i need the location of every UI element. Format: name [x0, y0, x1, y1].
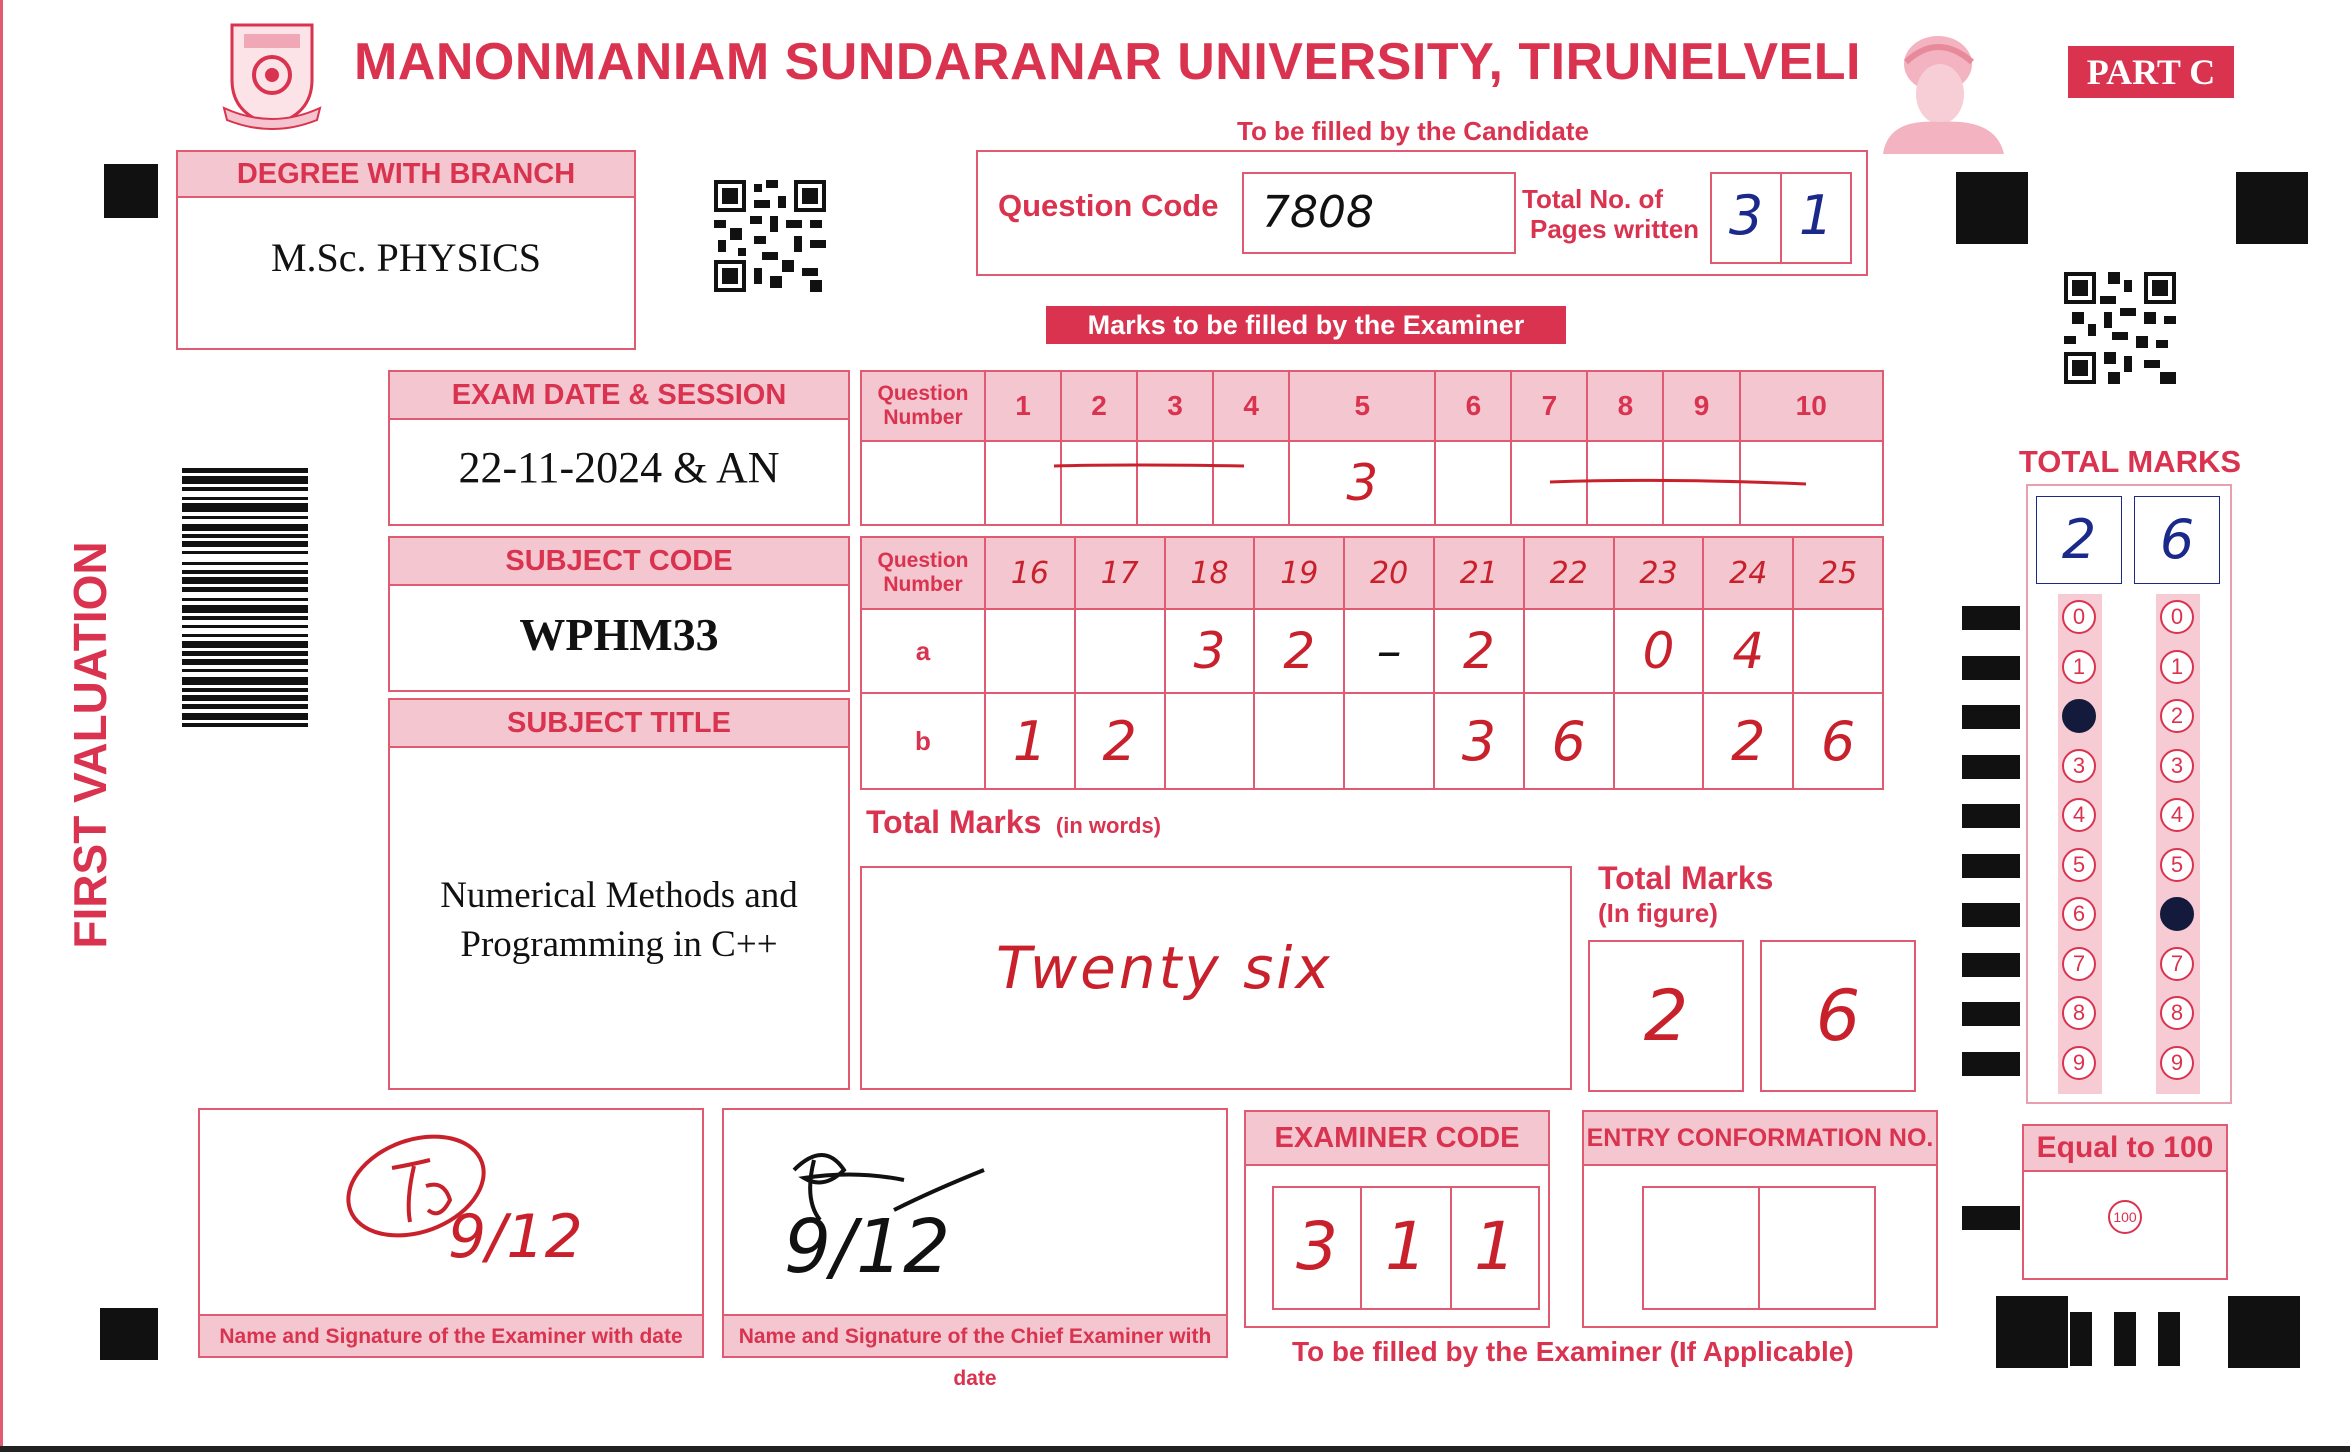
- exam-date-value: 22-11-2024 & AN: [458, 443, 780, 492]
- left-border: [0, 0, 3, 1452]
- mark-cell: 3: [1434, 693, 1524, 789]
- qnum-cell: 21: [1434, 537, 1524, 609]
- question-number-header: Question Number: [861, 371, 985, 441]
- part-label: PART C: [2068, 46, 2234, 98]
- timing-mark: [1962, 1206, 2020, 1230]
- strike-lines: [860, 440, 1884, 524]
- mark-cell: [1165, 693, 1255, 789]
- registration-mark: [104, 164, 158, 218]
- total-figure-digit-box: [1760, 940, 1916, 1092]
- qnum-cell: 6: [1435, 371, 1511, 441]
- degree-label: DEGREE WITH BRANCH: [178, 152, 634, 198]
- founder-portrait: [1878, 22, 2008, 154]
- chief-signature-date: 9/12: [784, 1204, 951, 1290]
- total-marks-digit: 2: [2061, 508, 2097, 571]
- timing-mark: [1962, 804, 2020, 828]
- total-words-label: [866, 804, 1161, 841]
- degree-value: M.Sc. PHYSICS: [270, 235, 542, 280]
- qr-code: [2064, 272, 2176, 384]
- mark-cell: 0: [1614, 609, 1704, 693]
- examiner-signature-date: 9/12: [448, 1202, 583, 1272]
- exam-date-label: EXAM DATE & SESSION: [390, 372, 848, 420]
- score-bubble[interactable]: 6: [2062, 897, 2096, 931]
- mark-cell: [985, 609, 1075, 693]
- qnum-cell: 22: [1524, 537, 1614, 609]
- score-bubble[interactable]: 9: [2160, 1046, 2194, 1080]
- subject-title-line1: Numerical Methods and: [440, 875, 798, 916]
- mark-cell: [1614, 693, 1704, 789]
- total-marks-panel-label: TOTAL MARKS: [2018, 444, 2242, 479]
- total-marks-digit-box: [2134, 496, 2220, 584]
- degree-box: [176, 150, 636, 350]
- qnum-cell: 1: [985, 371, 1061, 441]
- part-b-marks-table: [860, 536, 1884, 790]
- timing-mark: [1962, 1052, 2020, 1076]
- score-bubble[interactable]: 9: [2062, 1046, 2096, 1080]
- qnum-cell: 7: [1511, 371, 1587, 441]
- qnum-cell: 18: [1165, 537, 1255, 609]
- score-bubble[interactable]: 5: [2160, 848, 2194, 882]
- qnum-cell: 20: [1344, 537, 1434, 609]
- timing-mark: [1962, 755, 2020, 779]
- footer-note: To be filled by the Examiner (If Applicable): [1292, 1336, 1854, 1367]
- pages-label-line1: Total No. of: [1522, 184, 1664, 214]
- mark-cell: 2: [1703, 693, 1793, 789]
- mark-cell: 6: [1524, 693, 1614, 789]
- mark-cell: 2: [1075, 693, 1165, 789]
- entry-conformation-label: ENTRY CONFORMATION NO.: [1584, 1112, 1936, 1166]
- score-bubble[interactable]: 5: [2062, 848, 2096, 882]
- subject-title-box: [388, 698, 850, 1090]
- timing-mark: [2070, 1312, 2092, 1366]
- qnum-cell: 19: [1254, 537, 1344, 609]
- total-figure-label: Total Marks: [1598, 860, 1774, 896]
- total-words-box: [860, 866, 1572, 1090]
- subject-title-line2: Programming in C++: [460, 924, 778, 965]
- mark-cell: [1344, 693, 1434, 789]
- question-code-panel: [976, 150, 1868, 276]
- mark-cell: –: [1344, 609, 1434, 693]
- qnum-cell: 24: [1703, 537, 1793, 609]
- examiner-code-digit: 1: [1474, 1208, 1516, 1285]
- candidate-note: To be filled by the Candidate: [1237, 116, 1589, 146]
- qnum-cell: 3: [1137, 371, 1213, 441]
- pages-field: [1710, 172, 1852, 264]
- examiner-code-field: [1272, 1186, 1540, 1310]
- mark-cell: [1254, 693, 1344, 789]
- mark-cell: 2: [1254, 609, 1344, 693]
- total-words-sub-label: (in words): [1055, 813, 1162, 838]
- score-bubble[interactable]: 6: [2160, 897, 2194, 931]
- score-bubble[interactable]: 3: [2160, 749, 2194, 783]
- qnum-cell: 2: [1061, 371, 1137, 441]
- score-bubble[interactable]: 4: [2160, 798, 2194, 832]
- qnum-cell: 8: [1587, 371, 1663, 441]
- pages-label-line2: Pages written: [1530, 214, 1700, 244]
- equal-to-100-label: Equal to 100: [2024, 1126, 2226, 1172]
- subject-code-value: WPHM33: [519, 609, 719, 660]
- score-bubble[interactable]: 2: [2160, 699, 2194, 733]
- total-figure-digit-box: [1588, 940, 1744, 1092]
- mark-cell: 2: [1434, 609, 1524, 693]
- total-words-label-text: Total Marks: [866, 804, 1042, 840]
- subject-title-label: SUBJECT TITLE: [390, 700, 848, 748]
- qnum-cell: 25: [1793, 537, 1883, 609]
- examiner-signature-box: [198, 1108, 704, 1358]
- exam-date-box: [388, 370, 850, 526]
- qnum-cell: 9: [1663, 371, 1739, 441]
- total-figure-sub-label: (In figure): [1598, 898, 1718, 928]
- examiner-signature-caption: Name and Signature of the Examiner with date: [200, 1314, 702, 1356]
- entry-conformation-box: [1582, 1110, 1938, 1328]
- examiner-code-box: [1244, 1110, 1550, 1328]
- qr-code: [714, 180, 826, 292]
- score-bubble[interactable]: 1: [2160, 650, 2194, 684]
- timing-mark: [1962, 656, 2020, 680]
- equal-to-100-box: [2022, 1124, 2228, 1280]
- registration-mark: [2236, 172, 2308, 244]
- question-code-field: [1242, 172, 1516, 254]
- barcode: [182, 468, 308, 940]
- subject-code-box: [388, 536, 850, 692]
- score-bubble[interactable]: 4: [2062, 798, 2096, 832]
- university-title: MANONMANIAM SUNDARANAR UNIVERSITY, TIRUNELVELI: [354, 33, 1861, 91]
- row-b-label: b: [861, 693, 985, 789]
- total-figure-digit: 2: [1643, 975, 1689, 1057]
- mark-cell: 1: [985, 693, 1075, 789]
- qnum-cell: 5: [1289, 371, 1435, 441]
- timing-mark: [1962, 705, 2020, 729]
- mark-cell: 6: [1793, 693, 1883, 789]
- mark-cell: [1793, 609, 1883, 693]
- score-bubble[interactable]: 7: [2062, 947, 2096, 981]
- score-bubble[interactable]: 2: [2062, 699, 2096, 733]
- bottom-border: [0, 1446, 2350, 1452]
- total-marks-digit-box: [2036, 496, 2122, 584]
- chief-signature-caption: Name and Signature of the Chief Examiner with date: [724, 1314, 1226, 1356]
- total-figure-digit: 6: [1815, 975, 1861, 1057]
- pages-digit-2: 1: [1798, 184, 1834, 247]
- registration-mark: [1956, 172, 2028, 244]
- timing-mark: [1962, 903, 2020, 927]
- examiner-code-digit: 3: [1296, 1208, 1338, 1285]
- qnum-cell: 4: [1213, 371, 1289, 441]
- score-bubble[interactable]: 0: [2160, 600, 2194, 634]
- timing-mark: [2114, 1312, 2136, 1366]
- timing-mark: [1962, 1002, 2020, 1026]
- score-bubble[interactable]: 1: [2062, 650, 2096, 684]
- mark-cell: 3: [1165, 609, 1255, 693]
- registration-mark: [100, 1308, 158, 1360]
- question-number-header: Question Number: [861, 537, 985, 609]
- score-bubble[interactable]: 8: [2062, 996, 2096, 1030]
- qnum-cell: 16: [985, 537, 1075, 609]
- pages-digit-1: 3: [1728, 184, 1764, 247]
- total-marks-panel: [2026, 484, 2232, 1104]
- qnum-cell: 17: [1075, 537, 1165, 609]
- mark-cell: 4: [1703, 609, 1793, 693]
- registration-mark: [2228, 1296, 2300, 1368]
- timing-mark: [1962, 953, 2020, 977]
- score-bubble[interactable]: 3: [2062, 749, 2096, 783]
- total-marks-digit: 6: [2159, 508, 2195, 571]
- question-code-value: 7808: [1262, 187, 1374, 238]
- bubble-100[interactable]: 100: [2108, 1200, 2142, 1234]
- timing-mark: [1962, 854, 2020, 878]
- examiner-code-digit: 1: [1385, 1208, 1427, 1285]
- subject-code-label: SUBJECT CODE: [390, 538, 848, 586]
- mark-cell: [1075, 609, 1165, 693]
- timing-mark: [1962, 606, 2020, 630]
- score-bubble[interactable]: 0: [2062, 600, 2096, 634]
- mark-cell: [1524, 609, 1614, 693]
- qnum-cell: 23: [1614, 537, 1704, 609]
- row-a-label: a: [861, 609, 985, 693]
- timing-mark: [2158, 1312, 2180, 1366]
- university-logo: [222, 20, 322, 130]
- examiner-code-label: EXAMINER CODE: [1246, 1112, 1548, 1166]
- qnum-cell: 10: [1740, 371, 1884, 441]
- registration-mark: [1996, 1296, 2068, 1368]
- score-bubble[interactable]: 7: [2160, 947, 2194, 981]
- question-code-label: Question Code: [998, 188, 1219, 223]
- mark-cell: 3: [1289, 441, 1435, 525]
- first-valuation-label: FIRST VALUATION: [64, 541, 116, 949]
- score-bubble[interactable]: 8: [2160, 996, 2194, 1030]
- examiner-banner: Marks to be filled by the Examiner: [1046, 306, 1566, 344]
- chief-signature-box: [722, 1108, 1228, 1390]
- entry-conformation-field[interactable]: [1642, 1186, 1876, 1310]
- total-words-value: Twenty six: [996, 934, 1333, 1002]
